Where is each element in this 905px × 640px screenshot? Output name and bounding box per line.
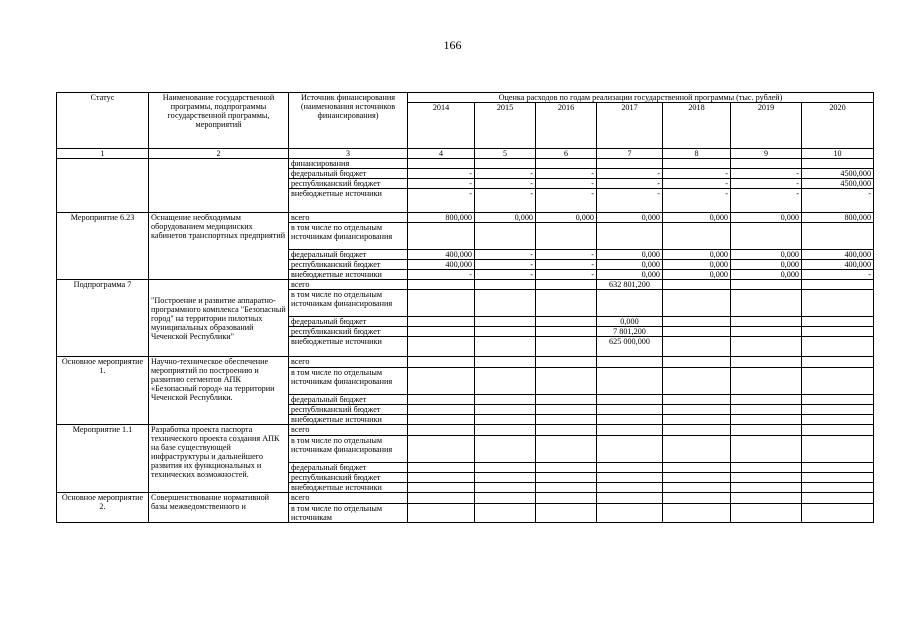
value-cell: - [802, 189, 874, 213]
value-cell: 0,000 [731, 260, 802, 270]
value-cell: - [731, 169, 802, 179]
value-cell [536, 368, 597, 395]
value-cell [731, 337, 802, 357]
value-cell [475, 493, 536, 504]
value-cell [408, 223, 475, 250]
value-cell [597, 493, 663, 504]
value-cell [475, 368, 536, 395]
value-cell [802, 280, 874, 290]
value-cell [731, 317, 802, 327]
value-cell: 632 801,200 [597, 280, 663, 290]
status-cell: Мероприятие 6.23 [57, 213, 149, 280]
value-cell [802, 357, 874, 368]
value-cell [802, 473, 874, 483]
value-cell [475, 415, 536, 425]
value-cell [536, 337, 597, 357]
value-cell [731, 493, 802, 504]
value-cell [731, 395, 802, 405]
source-cell: республиканский бюджет [289, 327, 408, 337]
value-cell [536, 395, 597, 405]
value-cell [731, 357, 802, 368]
value-cell [475, 425, 536, 436]
value-cell: - [408, 179, 475, 189]
value-cell [802, 493, 874, 504]
value-cell [597, 415, 663, 425]
value-cell [802, 327, 874, 337]
column-number: 2 [149, 149, 289, 159]
value-cell [475, 463, 536, 473]
value-cell: 0,000 [731, 213, 802, 223]
value-cell [475, 405, 536, 415]
value-cell: - [475, 179, 536, 189]
value-cell: 0,000 [597, 213, 663, 223]
column-number: 8 [663, 149, 731, 159]
value-cell [408, 473, 475, 483]
value-cell [597, 290, 663, 317]
source-cell: внебюджетные источники [289, 337, 408, 357]
header-year: 2014 [408, 103, 475, 149]
table-row [57, 213, 874, 223]
source-cell: всего [289, 213, 408, 223]
value-cell [475, 483, 536, 493]
source-cell: в том числе по отдельным источникам финансирования [289, 368, 408, 395]
value-cell [475, 337, 536, 357]
value-cell [597, 473, 663, 483]
source-cell: федеральный бюджет [289, 169, 408, 179]
value-cell [663, 223, 731, 250]
value-cell [802, 290, 874, 317]
value-cell [731, 405, 802, 415]
value-cell [663, 415, 731, 425]
value-cell [536, 405, 597, 415]
column-number: 6 [536, 149, 597, 159]
value-cell [802, 368, 874, 395]
value-cell [663, 425, 731, 436]
value-cell: 0,000 [663, 260, 731, 270]
value-cell [597, 425, 663, 436]
value-cell [408, 357, 475, 368]
program-name-cell: Разработка проекта паспорта технического проекта создания АПК на базе существующей инфраструктуры и дальнейшего развития их функциональных и технических возможностей. [149, 425, 289, 493]
value-cell: 400,000 [802, 260, 874, 270]
value-cell [475, 504, 536, 523]
value-cell [731, 368, 802, 395]
value-cell [731, 415, 802, 425]
source-cell: федеральный бюджет [289, 395, 408, 405]
header-year: 2018 [663, 103, 731, 149]
value-cell [663, 357, 731, 368]
value-cell [731, 159, 802, 169]
value-cell: - [408, 169, 475, 179]
value-cell [597, 405, 663, 415]
value-cell [663, 463, 731, 473]
table-row [57, 357, 874, 368]
value-cell [597, 223, 663, 250]
program-name-cell: Совершенствование нормативной базы межведомственного и [149, 493, 289, 523]
page-number: 166 [443, 38, 462, 52]
source-cell: в том числе по отдельным источникам финансирования [289, 290, 408, 317]
value-cell [731, 223, 802, 250]
value-cell: 0,000 [663, 213, 731, 223]
value-cell [802, 395, 874, 405]
value-cell: 0,000 [597, 270, 663, 280]
value-cell: - [731, 189, 802, 213]
value-cell [731, 473, 802, 483]
value-cell [536, 436, 597, 463]
source-cell: внебюджетные источники [289, 483, 408, 493]
status-cell [57, 159, 149, 213]
value-cell [663, 337, 731, 357]
value-cell [536, 504, 597, 523]
value-cell [597, 504, 663, 523]
value-cell [802, 463, 874, 473]
value-cell [663, 327, 731, 337]
value-cell [731, 290, 802, 317]
value-cell [663, 473, 731, 483]
value-cell [663, 280, 731, 290]
value-cell [731, 327, 802, 337]
value-cell [597, 159, 663, 169]
table-row [57, 280, 874, 290]
value-cell [802, 317, 874, 327]
source-cell: финансирования [289, 159, 408, 169]
value-cell: 400,000 [408, 260, 475, 270]
source-cell: в том числе по отдельным источникам финансирования [289, 223, 408, 250]
value-cell [536, 223, 597, 250]
header-estimate: Оценка расходов по годам реализации государственной программы (тыс. рублей) [408, 93, 874, 103]
budget-table [56, 92, 874, 523]
value-cell: - [536, 169, 597, 179]
value-cell [408, 290, 475, 317]
value-cell [663, 483, 731, 493]
value-cell [408, 337, 475, 357]
value-cell [802, 436, 874, 463]
value-cell [731, 280, 802, 290]
value-cell: - [536, 189, 597, 213]
program-name-cell: Оснащение необходимым оборудованием медицинских кабинетов транспортных предприятий [149, 213, 289, 280]
value-cell: - [536, 260, 597, 270]
source-cell: федеральный бюджет [289, 250, 408, 260]
column-number: 1 [57, 149, 149, 159]
value-cell [663, 493, 731, 504]
value-cell [663, 395, 731, 405]
value-cell [536, 425, 597, 436]
value-cell [663, 368, 731, 395]
value-cell [536, 493, 597, 504]
source-cell: всего [289, 280, 408, 290]
source-cell: всего [289, 357, 408, 368]
value-cell [475, 159, 536, 169]
value-cell: - [408, 189, 475, 213]
source-cell: федеральный бюджет [289, 463, 408, 473]
value-cell [802, 337, 874, 357]
value-cell [536, 290, 597, 317]
source-cell: федеральный бюджет [289, 317, 408, 327]
value-cell: 625 000,000 [597, 337, 663, 357]
value-cell: - [731, 179, 802, 189]
value-cell [536, 415, 597, 425]
value-cell [475, 327, 536, 337]
table-row [57, 159, 874, 169]
value-cell: 800,000 [802, 213, 874, 223]
value-cell [475, 395, 536, 405]
value-cell: 0,000 [731, 270, 802, 280]
value-cell [475, 317, 536, 327]
value-cell [408, 280, 475, 290]
header-program-name: Наименование государственной программы, подпрограммы государственной программы, мероприятий [149, 93, 289, 149]
source-cell: в том числе по отдельным источникам [289, 504, 408, 523]
value-cell [536, 317, 597, 327]
value-cell [408, 395, 475, 405]
value-cell [536, 280, 597, 290]
value-cell: 0,000 [663, 270, 731, 280]
value-cell [731, 436, 802, 463]
value-cell [597, 483, 663, 493]
source-cell: республиканский бюджет [289, 473, 408, 483]
value-cell: 4500,000 [802, 179, 874, 189]
value-cell: 800,000 [408, 213, 475, 223]
value-cell [408, 405, 475, 415]
value-cell [802, 425, 874, 436]
value-cell [597, 368, 663, 395]
value-cell [475, 223, 536, 250]
value-cell [597, 395, 663, 405]
value-cell [536, 357, 597, 368]
status-cell: Основное мероприятие 2. [57, 493, 149, 523]
source-cell: республиканский бюджет [289, 405, 408, 415]
value-cell [408, 327, 475, 337]
value-cell: 4500,000 [802, 169, 874, 179]
value-cell: - [663, 189, 731, 213]
value-cell: - [597, 189, 663, 213]
value-cell [475, 290, 536, 317]
value-cell [731, 425, 802, 436]
value-cell: 0,000 [597, 250, 663, 260]
value-cell: - [802, 270, 874, 280]
header-year: 2016 [536, 103, 597, 149]
column-number: 3 [289, 149, 408, 159]
value-cell: 0,000 [475, 213, 536, 223]
value-cell: - [663, 169, 731, 179]
value-cell [663, 317, 731, 327]
program-name-cell [149, 159, 289, 213]
value-cell [408, 368, 475, 395]
header-status: Статус [57, 93, 149, 149]
header-year: 2015 [475, 103, 536, 149]
value-cell [802, 405, 874, 415]
value-cell: - [475, 250, 536, 260]
value-cell: 0,000 [597, 317, 663, 327]
value-cell [731, 483, 802, 493]
value-cell: 400,000 [802, 250, 874, 260]
column-number: 4 [408, 149, 475, 159]
source-cell: республиканский бюджет [289, 179, 408, 189]
source-cell: в том числе по отдельным источникам финансирования [289, 436, 408, 463]
value-cell: - [475, 189, 536, 213]
header-year: 2017 [597, 103, 663, 149]
column-number: 9 [731, 149, 802, 159]
column-number: 5 [475, 149, 536, 159]
value-cell: - [536, 179, 597, 189]
value-cell [475, 357, 536, 368]
value-cell [536, 159, 597, 169]
value-cell [731, 463, 802, 473]
status-cell: Основное мероприятие 1. [57, 357, 149, 425]
source-cell: всего [289, 493, 408, 504]
value-cell: - [536, 270, 597, 280]
value-cell [408, 436, 475, 463]
value-cell [408, 415, 475, 425]
status-cell: Подпрограмма 7 [57, 280, 149, 357]
value-cell [802, 415, 874, 425]
source-cell: внебюджетные источники [289, 270, 408, 280]
value-cell [802, 223, 874, 250]
table-row [57, 425, 874, 436]
value-cell: - [597, 169, 663, 179]
value-cell [731, 504, 802, 523]
value-cell [408, 159, 475, 169]
value-cell [663, 159, 731, 169]
value-cell [802, 159, 874, 169]
source-cell: республиканский бюджет [289, 260, 408, 270]
value-cell [536, 473, 597, 483]
value-cell [802, 504, 874, 523]
value-cell [408, 483, 475, 493]
value-cell [475, 436, 536, 463]
value-cell [597, 436, 663, 463]
value-cell [408, 504, 475, 523]
value-cell: 0,000 [663, 250, 731, 260]
column-number: 7 [597, 149, 663, 159]
source-cell: внебюджетные источники [289, 189, 408, 213]
value-cell [408, 493, 475, 504]
status-cell: Мероприятие 1.1 [57, 425, 149, 493]
value-cell: - [663, 179, 731, 189]
source-cell: внебюджетные источники [289, 415, 408, 425]
value-cell: - [475, 169, 536, 179]
value-cell: 0,000 [597, 260, 663, 270]
value-cell: - [408, 270, 475, 280]
value-cell [536, 463, 597, 473]
value-cell [536, 327, 597, 337]
value-cell [408, 317, 475, 327]
value-cell [408, 425, 475, 436]
value-cell [802, 483, 874, 493]
table-row [57, 493, 874, 504]
value-cell [475, 280, 536, 290]
program-name-cell: "Построение и развитие аппаратно-программного комплекса "Безопасный город" на территории пилотных муниципальных образований Чеченской Республики" [149, 280, 289, 357]
source-cell: всего [289, 425, 408, 436]
program-name-cell: Научно-техническое обеспечение мероприятий по построению и развитию сегментов АПК «Безопасный город» на территории Чеченской Республики. [149, 357, 289, 425]
value-cell: - [475, 270, 536, 280]
header-year: 2019 [731, 103, 802, 149]
value-cell [663, 436, 731, 463]
value-cell [663, 405, 731, 415]
value-cell [536, 483, 597, 493]
header-year: 2020 [802, 103, 874, 149]
value-cell: - [475, 260, 536, 270]
header-source: Источник финансирования (наименования источников финансирования) [289, 93, 408, 149]
value-cell [475, 473, 536, 483]
value-cell [597, 357, 663, 368]
value-cell: - [536, 250, 597, 260]
value-cell: 400,000 [408, 250, 475, 260]
value-cell [663, 504, 731, 523]
column-number: 10 [802, 149, 874, 159]
value-cell: 7 801,200 [597, 327, 663, 337]
value-cell: 0,000 [536, 213, 597, 223]
value-cell [408, 463, 475, 473]
value-cell: 0,000 [731, 250, 802, 260]
value-cell [663, 290, 731, 317]
value-cell [597, 463, 663, 473]
value-cell: - [597, 179, 663, 189]
